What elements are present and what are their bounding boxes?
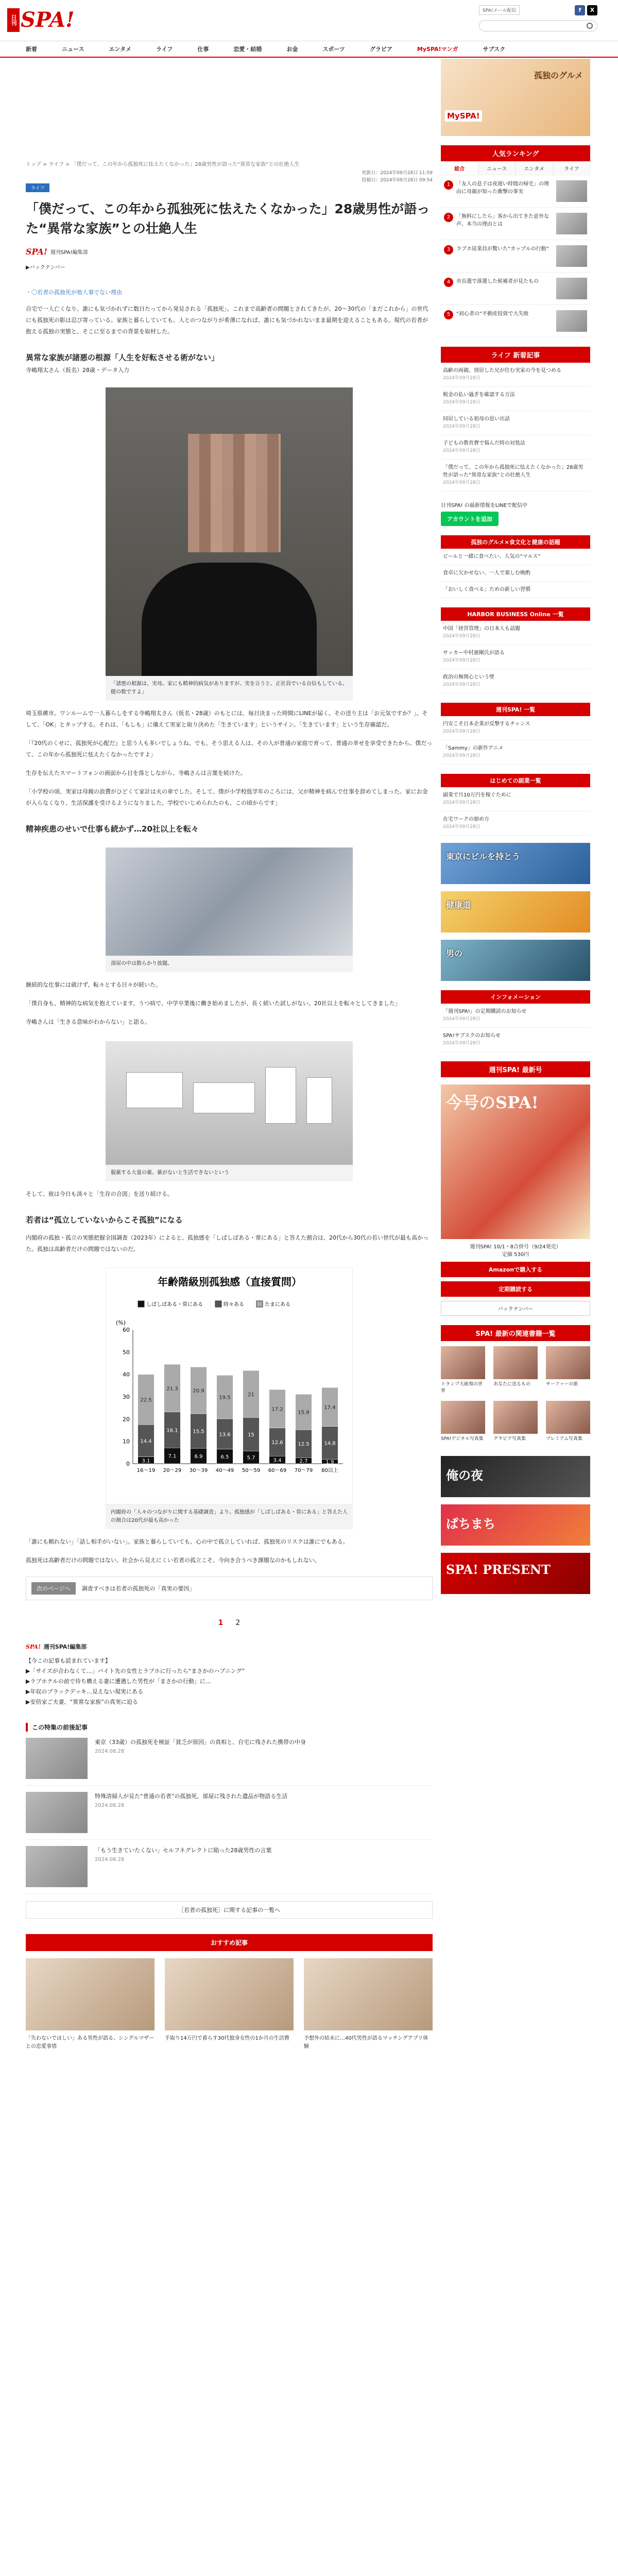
recommend-image (304, 1958, 433, 2030)
nav-item[interactable]: お金 (286, 46, 298, 53)
banner-building-text: 東京にビルを持とう (446, 852, 521, 861)
legend-label: 時々ある (224, 1302, 244, 1308)
section-heading-2: 精神疾患のせいで仕事も続かず…20社以上を転々 (26, 824, 199, 834)
related-text-wrap (95, 1792, 287, 1833)
body-paragraph: 埼玉県蕨市。ワンルームで一人暮らしをする寺嶋翔太さん（仮名・28歳）のもとには、毎日決まった時間にLINEが届く。その送り主は「お元気ですか？」。そして、「OK」とタップする。それは、「もしも」に備えて実家と取り決めた「生きています」というサイン。「生きています」という生存確認だ。 (26, 710, 428, 728)
harbor-item-text: 政治の無関心という壁 (443, 674, 494, 680)
rank-number: 1 (444, 180, 453, 190)
bar-value-label: 15.9 (298, 1410, 310, 1416)
body-paragraph: 孤独死は高齢者だけの問題ではない。社会から見えにくい若者の孤立こそ、今向き合うべき課題なのかもしれない。 (26, 1557, 320, 1564)
article-column (26, 59, 433, 2051)
bar-value-label: 14.8 (324, 1440, 336, 1447)
culture-title: 孤独のグルメ×食文化と健康の話題 (441, 535, 590, 549)
related-date: 2024.08.28 (95, 1857, 125, 1862)
section-heading-1: 異常な家族が諸悪の根源「人生を好転させる術がない」 (26, 353, 219, 362)
related-text-wrap (95, 1738, 306, 1779)
x-tick-label: 30〜39 (189, 1468, 208, 1473)
related-list-link[interactable]: ［若者の孤独死］に関する記事の一覧へ (26, 1901, 433, 1919)
photo3-caption: 服薬する大量の薬。薬がないと生活できないという (106, 1165, 353, 1181)
harbor-title: HARBOR BUSINESS Online 一覧 (441, 607, 590, 621)
x-tick-label: 50〜59 (242, 1468, 261, 1473)
related-text-wrap (95, 1846, 271, 1887)
side-ad-pachi-text: ぱちまち (446, 1516, 495, 1531)
rank-number: 4 (444, 278, 453, 287)
rank-number: 2 (444, 213, 453, 222)
facebook-icon[interactable]: f (575, 5, 585, 15)
related-books-title: SPA! 最新の関連書籍一覧 (441, 1325, 590, 1341)
life-item[interactable] (441, 435, 590, 460)
body-paragraph: そして、彼は今日も淡々と「生存の合図」を送り続ける。 (26, 1191, 173, 1197)
ranking-item[interactable] (441, 175, 590, 208)
life-new-list (441, 363, 590, 492)
first-side-title: はじめての副業一覧 (441, 774, 590, 787)
y-tick-label: 50 (123, 1349, 130, 1356)
header-tools (479, 5, 597, 31)
related-thumb (26, 1792, 88, 1833)
body-paragraph: 内閣府の孤独・孤立の実態把握全国調査（2023年）によると、孤独感を「しばしばある・常にある」と答えた割合は、20代から30代の若い世代が最も高かった。孤独は高齢者だけの問題ではないのだ。 (26, 1234, 428, 1252)
nav-item[interactable]: サブスク (483, 46, 506, 53)
info-item[interactable] (441, 1004, 590, 1028)
next-page-text: 調査すべきは若者の孤独死の「真実の要因」 (81, 1585, 195, 1592)
harbor-list (441, 621, 590, 693)
life-item-text: 高齢の両親、別居した兄が住む実家の今を見つめる (443, 368, 561, 374)
author-logo: SPA! (26, 247, 47, 257)
banner-health[interactable] (441, 891, 590, 933)
nav-item[interactable]: 恋愛・結婚 (233, 46, 262, 53)
recommend-text: 手取り14万円で暮らす30代独身女性の1か月の生活費 (165, 2036, 289, 2041)
article-title: 「僕だって、この年から孤独死に怯えたくなかった」28歳男性が語った“異常な家族”との壮絶人生 (26, 201, 430, 236)
bar-value-label: 14.4 (140, 1438, 152, 1445)
magazine-cover[interactable] (441, 1084, 590, 1239)
interviewee-line: 寺嶋翔太さん（仮名）28歳・データ入力 (26, 367, 129, 374)
spa-list (441, 716, 590, 765)
related-book[interactable] (493, 1346, 538, 1395)
ranking-item[interactable] (441, 305, 590, 337)
author-bullet-item[interactable]: ▶ラブホテルの前で待ち構える妻に遭遇した男性が「まさかの行動」に… (26, 1678, 211, 1685)
related-article[interactable] (26, 1792, 433, 1840)
recommend-item[interactable] (165, 1958, 294, 2051)
ranking-list (441, 175, 590, 337)
bar-value-label: 2.7 (299, 1459, 308, 1465)
related-thumb (26, 1738, 88, 1779)
bar-value-label: 3.4 (273, 1458, 282, 1464)
legend-swatch (215, 1301, 221, 1307)
bar-value-label: 21.3 (166, 1386, 178, 1392)
photo1-caption: 「諸悪の根源は、実母。家にも精神的病気がありますが、実を言うと、正社員でいる自信もしている。健の数ですよ」 (106, 676, 353, 701)
chart-svg (106, 1268, 353, 1505)
recommend-image (165, 1958, 294, 2030)
related-title: 東京（33歳）の孤独死を検証「貧乏が原因」の真相と、自宅に残された携帯の中身 (95, 1739, 306, 1745)
related-book-cover (493, 1401, 538, 1434)
life-item-text: 「僕だって、この年から孤独死に怯えたくなかった」28歳男性が語った“異常な家族”との壮絶人生 (443, 465, 583, 478)
loneliness-chart (106, 1267, 353, 1504)
ranking-tab[interactable]: 総合 (441, 161, 478, 175)
x-tick-label: 16〜19 (136, 1468, 156, 1473)
culture-item-text: 「おいしく食べる」ための新しい習慣 (443, 587, 530, 592)
related-book-title: あなたに送るもの (493, 1382, 531, 1387)
updated-date: 更新日：2024年09月28日 11:59 (362, 171, 433, 176)
ranking-tab[interactable]: ライフ (553, 161, 591, 175)
y-tick-label: 40 (123, 1371, 130, 1378)
recommend-text: 予想外の結末に…40代男性が語るマッチングアプリ体験 (304, 2036, 428, 2049)
logo-small-text: 日刊 (7, 8, 20, 32)
breadcrumb[interactable]: トップ > ライフ > 「僕だって、この年から孤独死に怯えたくなかった」28歳男性が語った“異常な家族”との壮絶人生 (26, 162, 300, 167)
banner-building[interactable] (441, 843, 590, 884)
y-tick-label: 10 (123, 1438, 130, 1445)
ad-gourmet-label: MySPA! (445, 110, 482, 122)
related-book-title: SPA!デジタル写真集 (441, 1436, 484, 1442)
related-date: 2024.08.28 (95, 1749, 125, 1754)
bar-value-label: 3.1 (142, 1458, 150, 1464)
author-bullet-item: 【今この記事も読まれています】 (26, 1657, 111, 1664)
site-logo[interactable] (7, 8, 75, 32)
body-paragraph: 「『20代のくせに、孤独死が心配だ』と思う人も多いでしょうね。でも、そう思える人は、その人が普通の家庭で育って、普通の幸せを享受できたから。僕だって、この年から孤独死に怯えたくなかったですよ」 (26, 740, 433, 758)
culture-item[interactable] (441, 565, 590, 582)
related-book[interactable] (546, 1346, 590, 1395)
culture-item-text: ビールと一緒に食べたい、人気の“マルス” (443, 554, 541, 560)
recommend-image (26, 1958, 154, 2030)
related-articles (26, 1738, 433, 1894)
line-promo (441, 501, 590, 526)
photo-mosaic-face (188, 434, 281, 552)
first-item-text: 副業で月10万円を稼ぐために (443, 792, 511, 798)
related-article[interactable] (26, 1846, 433, 1894)
related-title: 特殊清掃人が見た“普通の若者”の孤独死、部屋に残された遺品が物語る生活 (95, 1793, 288, 1800)
recommend-grid (26, 1958, 433, 2051)
spa-item[interactable] (441, 716, 590, 740)
next-page-box[interactable] (26, 1577, 433, 1600)
culture-item[interactable] (441, 549, 590, 565)
life-item-date: 2024年09月28日 (443, 400, 480, 405)
info-list (441, 1004, 590, 1052)
backnumber-button[interactable]: バックナンバー (441, 1301, 590, 1316)
harbor-item[interactable] (441, 621, 590, 645)
legend-swatch (256, 1301, 263, 1307)
first-item-date: 2024年09月28日 (443, 824, 480, 829)
rank-text: 「無料にしたら」客から出てきた意外な声。本当の理由とは (456, 214, 549, 227)
author-block (26, 1642, 433, 1707)
harbor-item-date: 2024年09月28日 (443, 658, 480, 663)
x-tick-label: 20〜29 (163, 1468, 182, 1473)
side-ad-present[interactable] (441, 1553, 590, 1594)
first-item-date: 2024年09月28日 (443, 800, 480, 805)
bar-value-label: 6.9 (194, 1454, 203, 1460)
spa-item-text: 円安こそ日本企業が反撃するチャンス (443, 721, 530, 727)
author-line (26, 247, 433, 257)
related-book[interactable] (493, 1401, 538, 1443)
rank-text: 「友人の息子は夜遅い時間の帰宅」の理由に母親が知った衝撃の事実 (456, 181, 549, 195)
bar-value-label: 21 (248, 1392, 254, 1398)
line-promo-text: 日刊SPA! の最新情報をLINEで配信中 (441, 503, 528, 509)
spa-item-date: 2024年09月28日 (443, 729, 480, 734)
medicine-box (306, 1077, 332, 1124)
bar-value-label: 1.9 (325, 1459, 334, 1465)
sidebar-ad-gourmet[interactable] (441, 59, 590, 136)
side-ad-pachi[interactable] (441, 1504, 590, 1546)
life-item-date: 2024年09月28日 (443, 480, 480, 485)
bar-value-label: 22.5 (140, 1397, 152, 1403)
y-tick-label: 60 (123, 1327, 130, 1333)
nav-item[interactable]: ライフ (156, 46, 173, 53)
ad-gourmet-title: 孤独のグルメ (534, 71, 583, 80)
subscribe-button[interactable]: 定期購読する (441, 1281, 590, 1297)
harbor-item-date: 2024年09月28日 (443, 634, 480, 639)
pagination (26, 1619, 433, 1627)
first-item[interactable] (441, 811, 590, 836)
rank-thumb (556, 310, 587, 332)
life-item-text: 税金の払い過ぎを確認する方法 (443, 392, 515, 398)
rank-thumb (556, 278, 587, 299)
side-ad-present-text: SPA! PRESENT (446, 1562, 551, 1577)
info-item-date: 2024年09月28日 (443, 1016, 480, 1022)
x-tick-label: 60〜69 (268, 1468, 287, 1473)
ranking-item[interactable] (441, 240, 590, 273)
related-book-title: トランプ大統領の世界 (441, 1382, 483, 1394)
medicine-photo (106, 1041, 353, 1165)
rank-text: 市長選で落選した候補者が見たもの (456, 279, 539, 284)
related-books-grid (441, 1346, 590, 1449)
nav-item[interactable]: MySPA!マンガ (417, 46, 458, 53)
x-icon[interactable]: X (587, 5, 597, 15)
ranking-tab[interactable]: エンタメ (516, 161, 553, 175)
y-tick-label: 0 (126, 1461, 130, 1467)
sidebar (441, 59, 590, 1594)
related-book-title: プレミアム写真集 (546, 1436, 583, 1442)
rank-thumb (556, 245, 587, 267)
related-book-title: サーファーの旅 (546, 1382, 578, 1387)
pill-pack (193, 1082, 255, 1113)
y-tick-label: 30 (123, 1394, 130, 1400)
rank-thumb (556, 180, 587, 202)
y-tick-label: 20 (123, 1416, 130, 1423)
spa-list-title: 週刊SPA! 一覧 (441, 703, 590, 716)
intro-paragraph: 自宅で一人亡くなり、誰にも気づかれずに数日たってから発見される「孤独死」。これまで高齢者の問題とされてきたが、20～30代の「まだこれから」の世代にも孤独死の影は忍び寄っている。家族と暮らしていても、人とのつながりが希薄になれば、誰にも気づかれないまま最期を迎えることもある。現代の若者が抱える孤独の実態と、そこに至るまでの背景を取材した。 (26, 306, 428, 335)
side-ad-night[interactable] (441, 1456, 590, 1497)
harbor-item-text: サッカー中村憲剛氏が語る (443, 650, 505, 656)
nav-item[interactable]: 仕事 (197, 46, 209, 53)
culture-item[interactable] (441, 582, 590, 598)
article-dates (26, 170, 433, 184)
related-thumb (26, 1846, 88, 1887)
photo-shirt (142, 563, 317, 676)
chart-title: 年齢階級別孤独感（直接質問） (158, 1276, 302, 1288)
author-block-name-text: 週刊SPA!編集部 (43, 1643, 87, 1650)
info-item[interactable] (441, 1028, 590, 1052)
first-item[interactable] (441, 787, 590, 811)
medicine-box (265, 1067, 296, 1124)
life-item-text: 子どもの教育費で悩んだ時の対処法 (443, 440, 525, 446)
recommend-item[interactable] (304, 1958, 433, 2051)
x-tick-label: 40〜49 (215, 1468, 234, 1473)
ranking-title: 人気ランキング (441, 145, 590, 161)
related-book-cover (441, 1346, 485, 1379)
interviewee-photo (106, 387, 353, 676)
harbor-item-date: 2024年09月28日 (443, 682, 480, 687)
legend-swatch (138, 1301, 144, 1307)
related-book[interactable] (441, 1346, 485, 1395)
related-book-cover (546, 1346, 590, 1379)
related-book-title: グラビア写真集 (493, 1436, 526, 1442)
info-title: インフォメーション (441, 990, 590, 1004)
bar-value-label: 17.2 (271, 1406, 283, 1413)
body-paragraph: 「僕自身も、精神的な病気を抱えています。うつ病で、中学卒業後に働き始めましたが、長く続いた試しがない。20社以上を転々としてきました」 (26, 1000, 401, 1007)
room-photo (106, 848, 353, 956)
side-ad-night-text: 俺の夜 (446, 1468, 483, 1483)
search-icon[interactable] (587, 23, 593, 29)
ranking-tab[interactable]: ニュース (478, 161, 516, 175)
x-tick-label: 80以上 (321, 1468, 338, 1473)
body-paragraph: 寺嶋さんは「生きる意味がわからない」と語る。 (26, 1019, 150, 1025)
body-paragraph: 「小学校の頃、実家は母親の浪費がひどくて家計は火の車でした。そして、僕が小学校低学年のころには、父が精神を病んで仕事を辞めてしまった。家にお金が入らなくなり、生活保護を受けるようになりました。学校でいじめられたのも、この頃からです」 (26, 788, 428, 806)
first-side-list (441, 787, 590, 836)
author-bullet-item[interactable]: ▶年収のブラックデッキ…見えない現実にある (26, 1688, 144, 1695)
life-item-date: 2024年09月28日 (443, 424, 480, 429)
next-page-label: 次のページへ (31, 1582, 76, 1595)
related-book[interactable] (441, 1401, 485, 1443)
nav-item[interactable]: スポーツ (322, 46, 345, 53)
site-header (0, 0, 618, 41)
spa-item-date: 2024年09月28日 (443, 753, 480, 758)
culture-item-text: 食卓に欠かせない、一人で楽しむ晩酌 (443, 570, 530, 576)
recommend-text: 「失わないでほしい」ある男性が語る、シングルマザーとの恋愛事情 (26, 2036, 154, 2049)
rank-number: 5 (444, 310, 453, 319)
magazine-cover-text: 今号のSPA! (446, 1093, 539, 1112)
category-tag[interactable]: ライフ (26, 183, 49, 192)
related-book-cover (546, 1401, 590, 1434)
social-links (573, 5, 597, 15)
main-navigation (0, 41, 618, 58)
body-paragraph: 「誰にも頼れない」「話し相手がいない」。家族と暮らしていても、心の中で孤立していれば、孤独死のリスクは誰にでもある。 (26, 1538, 349, 1545)
related-book-cover (493, 1346, 538, 1379)
ranking-item[interactable] (441, 208, 590, 240)
magazine-title: 週刊SPA! 最新号 (441, 1061, 590, 1077)
bar-value-label: 20.9 (193, 1388, 204, 1394)
author-name[interactable]: 週刊SPA!編集部 (50, 250, 88, 256)
recommend-title: おすすめ記事 (26, 1934, 433, 1951)
culture-list (441, 549, 590, 598)
life-item[interactable] (441, 460, 590, 492)
author-block-logo: SPA! (26, 1643, 41, 1650)
life-item[interactable] (441, 411, 590, 435)
author-block-name[interactable] (26, 1642, 433, 1651)
chart-caption: 内閣府の「人々のつながりに関する基礎調査」より。孤独感が「しばしばある・常にある」と答えた人の割合は20代が最も高かった (106, 1504, 353, 1529)
rank-text: “初心者の”不動産投資で大失敗 (456, 311, 529, 317)
spa-item-text: 「Sammy」の新作アニメ (443, 745, 504, 751)
related-date: 2024.08.28 (95, 1803, 125, 1808)
author-bullets (26, 1656, 433, 1707)
related-book-cover (441, 1401, 485, 1434)
related-article[interactable] (26, 1738, 433, 1786)
life-item[interactable] (441, 387, 590, 411)
buy-amazon-button[interactable]: Amazonで購入する (441, 1262, 590, 1277)
line-add-button[interactable]: アカウントを追加 (441, 512, 499, 526)
body-paragraph: 継続的な仕事には就けず、転々とする日々が続いた。 (26, 981, 162, 988)
bar-value-label: 6.5 (220, 1454, 229, 1460)
recommend-item[interactable] (26, 1958, 154, 2051)
backnumber-link[interactable]: ▶バックナンバー (26, 265, 65, 270)
bar-value-label: 12.6 (271, 1439, 283, 1446)
logo-main-text: SPA! (21, 8, 75, 32)
bar-value-label: 17.4 (324, 1404, 336, 1411)
nav-item[interactable]: ニュース (62, 46, 84, 53)
harbor-item-text: 中国「経営管理」の日本人も話題 (443, 626, 520, 632)
magazine-date: 週刊SPA! 10/1・8合併号（9/24発売） (470, 1244, 561, 1250)
photo2-caption: 部屋の中は散らかり放題。 (106, 956, 353, 972)
x-tick-label: 70〜79 (294, 1468, 313, 1473)
nav-item[interactable]: 新着 (26, 46, 37, 53)
y-axis-label: (%) (115, 1319, 126, 1326)
mail-link[interactable]: SPA!メール配信 (479, 5, 520, 15)
rank-number: 3 (444, 245, 453, 255)
spa-item[interactable] (441, 740, 590, 765)
bar-value-label: 15.5 (193, 1429, 204, 1435)
search-input[interactable] (479, 20, 597, 31)
body-paragraph: 生存を伝えたスマートフォンの画面から目を落としながら、寺嶋さんは言葉を続けた。 (26, 770, 246, 776)
bar-value-label: 13.6 (219, 1432, 231, 1438)
pill-pack (126, 1072, 183, 1108)
page-link[interactable]: 2 (235, 1619, 241, 1627)
author-bullet-item[interactable]: ▶「サイズが合わなくて…」バイト先の女性とラブホに行ったら“まさかのハプニング” (26, 1668, 245, 1674)
toc-link[interactable]: ・〇若者の孤独死が他人事でない理由 (26, 289, 122, 296)
bar-value-label: 15 (248, 1432, 254, 1438)
posted-date: 投稿日：2024年09月28日 09:54 (362, 178, 433, 183)
rank-text: ラブホ従業員が驚いた“カップルの行動” (456, 246, 549, 252)
bar-value-label: 7.1 (168, 1453, 177, 1460)
page-link[interactable]: 1 (218, 1619, 224, 1627)
ranking-tabs (441, 161, 590, 175)
nav-item[interactable]: グラビア (369, 46, 392, 53)
first-item-text: 在宅ワークの始め方 (443, 817, 489, 822)
banner-health-text: 健康道 (446, 900, 471, 910)
ranking-item[interactable] (441, 273, 590, 305)
bar-value-label: 5.7 (247, 1455, 255, 1461)
info-item-text: SPA!サブスクのお知らせ (443, 1033, 501, 1039)
life-item-text: 同居している祖母の思い出話 (443, 416, 510, 422)
banner-men[interactable] (441, 940, 590, 981)
legend-label: たまにある (265, 1302, 290, 1308)
bar-value-label: 19.5 (219, 1395, 231, 1401)
magazine-price: 定価 530円 (502, 1252, 529, 1258)
related-articles-title: この特集の前後記事 (26, 1723, 433, 1732)
life-item-date: 2024年09月28日 (443, 448, 480, 453)
harbor-item[interactable] (441, 645, 590, 669)
section-heading-3: 若者は“孤立していないからこそ孤独”になる (26, 1215, 183, 1225)
life-new-title: ライフ 新着記事 (441, 347, 590, 363)
legend-label: しばしばある・常にある (146, 1302, 203, 1308)
author-bullet-item[interactable]: ▶安倍家ご夫妻、“異常な家族”の真実に迫る (26, 1699, 138, 1705)
life-item-date: 2024年09月28日 (443, 376, 480, 381)
nav-item[interactable]: エンタメ (109, 46, 132, 53)
bar-value-label: 16.1 (166, 1428, 178, 1434)
info-item-date: 2024年09月28日 (443, 1041, 480, 1046)
life-item[interactable] (441, 363, 590, 387)
related-book[interactable] (546, 1401, 590, 1443)
harbor-item[interactable] (441, 669, 590, 693)
related-title: 「もう生きていたくない」セルフネグレクトに陥った28歳男性の言葉 (95, 1847, 272, 1854)
bar-value-label: 12.5 (298, 1442, 310, 1448)
info-item-text: 「週刊SPA!」の定期購読のお知らせ (443, 1009, 527, 1014)
rank-thumb (556, 213, 587, 234)
banner-men-text: 男の (446, 948, 463, 958)
